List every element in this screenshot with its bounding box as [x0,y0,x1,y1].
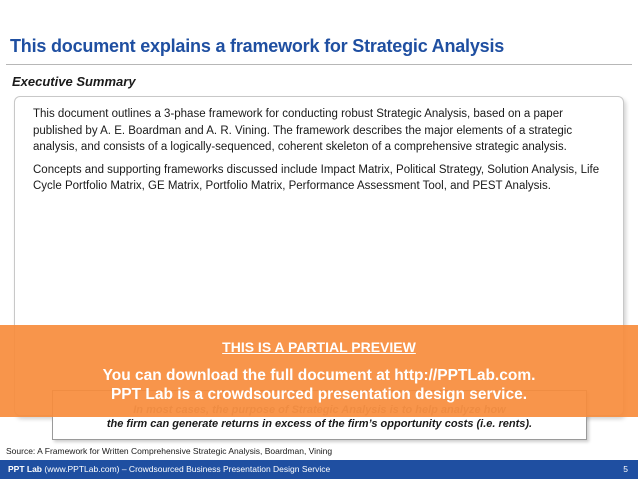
footer-brand: PPT Lab [8,464,43,474]
footer-tagline: (www.PPTLab.com) – Crowdsourced Business Presentation Design Service [42,464,331,474]
title-divider [6,64,632,65]
source-note: Source: A Framework for Written Comprehensive Strategic Analysis, Boardman, Vining [6,446,333,456]
page-number: 5 [623,464,628,474]
summary-paragraph-2: Concepts and supporting frameworks discussed include Impact Matrix, Political Strategy, Solution Analysis, Life Cycle Portfolio Matrix, GE Matrix, Portfolio Matrix, Performance Assessment Tool, and PEST Analysis. [33,163,600,192]
section-subtitle: Executive Summary [12,74,136,89]
preview-line-2: PPT Lab is a crowdsourced presentation design service. [110,386,528,403]
callout-line-2: the firm can generate returns in excess of the firm’s opportunity costs (i.e. rents). [106,418,533,430]
footer-text [8,464,330,474]
slide-title: This document explains a framework for Strategic Analysis [10,36,505,56]
preview-message [0,366,638,404]
summary-text [33,106,613,201]
preview-heading: THIS IS A PARTIAL PREVIEW [222,339,416,355]
summary-paragraph-1: This document outlines a 3-phase framework for conducting robust Strategic Analysis, based on a paper published by A. E. Boardman and A. R. Vining. The framework describes the major elements of a strategic analysis, and consists of a logically-sequenced, coherent skeleton of a comprehensive strategic analysis. [33,108,573,153]
preview-line-1: You can download the full document at http://PPTLab.com. [102,367,536,384]
footer-bar [0,460,638,479]
